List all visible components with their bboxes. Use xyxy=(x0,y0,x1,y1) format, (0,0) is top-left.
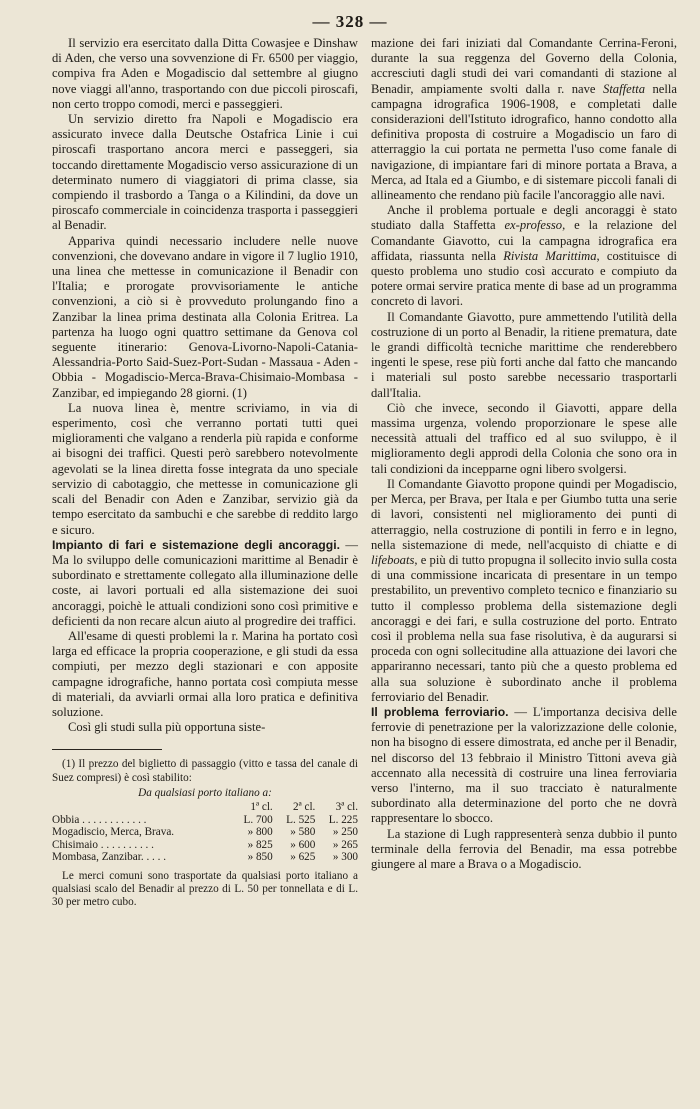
fare-row xyxy=(52,839,358,852)
page-number: — 328 — xyxy=(312,12,388,31)
ship-name: Staffetta xyxy=(603,81,645,96)
section-heading: Il problema ferroviario. xyxy=(371,704,509,719)
paragraph-text: , e la relazione del Comandante Giavotto, cui la campagna idrografica era affidata, riassunta nella xyxy=(371,218,677,263)
paragraph: La stazione di Lugh rappresenterà senza dubbio il punto terminale della ferrovia del Benadir, ma essa potrebbe giungere al mare a Brava o a Mogadiscio. xyxy=(371,826,677,871)
fare-table xyxy=(52,801,358,864)
paragraph-text: nella campagna idrografica 1906-1908, e completati dalle considerazioni dell'Istituto idrografico, hanno condotto alla definitiva proposta di costruire a Mogadiscio un faro di atterraggio la cui portata ne permetta l'uso come fanale di navigazione, di impiantare fari di minore portata a Brava, a Merca, ad Itala ed a Giumbo, e di sistemare piccoli fanali di allineamento che rendano più facile l'ancoraggio alle navi. xyxy=(371,81,677,203)
paragraph: Il Comandante Giavotto, pure ammettendo l'utilità della costruzione di un porto al Benadir, la ritiene prematura, date le grandi difficoltà tecniche marittime che renderebbero ingenti le spese, rese più forti anche dal fatto che mancando i materiali sul posto sarebbe necessario trasportarli dall'Italia. xyxy=(371,309,677,400)
paragraph: Appariva quindi necessario includere nelle nuove convenzioni, che dovevano andare in vigore il 7 luglio 1910, una linea che mettesse in comunicazione il Benadir con l'Italia; e prorogate provvisoriamente le antiche convenzioni, a ciò si è provveduto prolungando fino a Zanzibar la linea prima destinata alla Colonia Eritrea. La partenza ha luogo ogni quattro settimane da Genova col seguente itinerario: Genova-Livorno-Napoli-Catania-Alessandria-Porto Said-Suez-Port-Sudan - Massaua - Aden - Obbia - Mogadiscio-Merca-Brava-Chisimaio-Mombasa - Zanzibar, ed impiegando 28 giorni. (1) xyxy=(52,233,359,400)
fare-value: » 580 xyxy=(290,826,316,839)
fare-header-blank xyxy=(52,801,230,814)
fare-header-col: 1ª cl. xyxy=(250,800,273,813)
section-heading: Impianto di fari e sistemazione degli ancoraggi. xyxy=(52,537,340,552)
paragraph-lighthouses xyxy=(52,538,358,629)
fare-value: » 300 xyxy=(332,851,358,864)
footnote-divider xyxy=(52,749,162,750)
fare-value: » 850 xyxy=(247,851,273,864)
paragraph: All'esame di questi problemi la r. Marina ha portato così larga ed efficace la propria cooperazione, e gli studi da essa compiuti, per mezzo degli stazionari e con apposite campagne idrografiche, hanno portata così compiuta messe di materiali, da avviarli ormai alla loro pratica e definitiva soluzione. xyxy=(52,628,358,719)
paragraph-text: — Ma lo sviluppo delle comunicazioni marittime al Benadir è subordinato e strettamente collegato alla illuminazione delle coste, ai lavori portuali ed alla sistemazione dei suoi ancoraggi, poichè le attuali condizioni sono così primitive e deficienti da non recare alcun aiuto al progredire dei traffici. xyxy=(52,537,358,628)
fare-value: » 250 xyxy=(332,826,358,839)
fare-destination: Mombasa, Zanzibar. . . . . xyxy=(52,851,167,864)
emphasis: ex-professo xyxy=(504,218,563,233)
fare-value: » 265 xyxy=(332,838,358,851)
fare-destination: Obbia . . . . . . . . . . . . xyxy=(52,813,147,826)
right-column xyxy=(371,36,677,872)
fare-value: » 625 xyxy=(290,851,316,864)
fare-value: » 800 xyxy=(247,826,273,839)
fare-value: » 600 xyxy=(290,838,316,851)
fare-row xyxy=(52,826,358,839)
footnote-text: (1) Il prezzo del biglietto di passaggio (vitto e tassa del canale di Suez compresi) è così stabilito: xyxy=(52,758,358,784)
paragraph-text: , e più di tutto propugna il sollecito invio sulla costa di una commissione incaricata di presentare in un tempo prestabilito, un preventivo completo tecnico e finanziario su tutto il complesso problema della sistemazione degli ancoraggi e dei fari, e sulla costruzione del porto. Entrato così il problema nella sua fase risolutiva, è da augurarsi si proceda con ogni sollecitudine alla attuazione dei lavori che appariranno necessari, tanto più che a questo problema ed alla sua soluzione è subordinato anche il problema ferroviario del Benadir. xyxy=(371,552,677,704)
fare-row xyxy=(52,851,358,864)
paragraph-text: Il Comandante Giavotto propone quindi per Mogadiscio, per Merca, per Brava, per Itala e per Giumbo tutta una serie di lavori, consistenti nel miglioramento dei punti di atterraggio, nella costruzione di pontili in ferro e in legno, nella sistemazione di mede, nell'acquisto di chiatte e di xyxy=(371,476,677,552)
fare-table-header xyxy=(52,801,358,814)
fare-destination: Mogadiscio, Merca, Brava. xyxy=(52,826,175,839)
paragraph-text: mazione dei fari iniziati dal Comandante Cerrina-Feroni, durante la sua reggenza del Governo della Colonia, accresciuti dagli studi dei vari comandanti di stazione al Benadir, ampiamente svolti dalla r. nave xyxy=(371,36,677,96)
paragraph-text: — L'importanza decisiva delle ferrovie di penetrazione per la valorizzazione delle colonie, non ha bisogno di essere dimostrata, ed anche per il Benadir, nel discorso del 13 febbraio il Ministro Tittoni aveva già accennato alla necessità di costruire una linea ferroviaria verso l'interno, ma il suo tracciato è naturalmente subordinato alla determinazione del porto che ne dovrà rappresentare lo sbocco. xyxy=(371,704,677,826)
footnote xyxy=(52,758,358,909)
paragraph: Il servizio era esercitato dalla Ditta Cowasjee e Dinshaw di Aden, che verso una sovvenzione di Fr. 6500 per viaggio, compiva fra Aden e Mogadiscio dal settembre al giugno nove viaggi all'anno, trasportando con due piccoli piroscafi, non certo troppo comodi, merci e passeggieri. xyxy=(52,36,358,111)
fare-header-col: 2ª cl. xyxy=(293,800,316,813)
paragraph xyxy=(371,36,677,203)
fare-value: L. 225 xyxy=(328,813,358,826)
footnote-subhead: Da qualsiasi porto italiano a: xyxy=(138,786,272,799)
paragraph: Così gli studi sulla più opportuna siste- xyxy=(68,720,266,735)
fare-value: L. 700 xyxy=(243,813,273,826)
emphasis: lifeboats xyxy=(371,552,415,567)
paragraph xyxy=(371,203,677,309)
fare-row xyxy=(52,814,358,827)
left-column xyxy=(52,36,358,910)
paragraph: Ciò che invece, secondo il Giavotti, appare della massima urgenza, volendo proporzionare le spese alle necessità attuali del traffico ed al suo sviluppo, è il miglioramento degli approdi della Colonia che sono ora in tali condizioni da incepparne ogni libero svolgersi. xyxy=(371,400,677,476)
footnote-note: Le merci comuni sono trasportate da qualsiasi porto italiano a qualsiasi scalo del Benadir al prezzo di L. 50 per tonnellata e di L. 30 per metro cubo. xyxy=(52,869,358,909)
paragraph: Un servizio diretto fra Napoli e Mogadiscio era assicurato invece dalla Deutsche Ostafrica Linie i cui piroscafi trasportano ancora merci e passeggeri, sia toccando direttamente Mogadiscio verso assicurazione di un determinato numero di viaggiatori di prima classe, sia compiendo il trasbordo a Tanga o a Kilindini, da dove un piroscafo commerciale in coincidenza trasporta i passeggieri al Benadir. xyxy=(52,112,358,233)
paragraph-railway xyxy=(371,705,677,827)
paragraph-text: , costituisce di questo problema uno studio così accurato e compiuto da potere ormai servire pratica mente di base ad un programma concreto di lavori. xyxy=(371,248,678,309)
fare-destination: Chisimaio . . . . . . . . . . xyxy=(52,838,154,851)
fare-value: » 825 xyxy=(247,838,273,851)
fare-header-col: 3ª cl. xyxy=(335,800,358,813)
paragraph xyxy=(371,477,677,705)
fare-value: L. 525 xyxy=(286,813,316,826)
paragraph: La nuova linea è, mentre scriviamo, in via di esperimento, così che verranno portati tutti quei miglioramenti che valgano a renderla più rapida e conforme ai bisogni dei traffici. Questi però sarebbero notevolmente agevolati se la linea diretta fosse integrata da uno speciale servizio di cabotaggio, che mettesse in comunicazione gli scali del Benadir con Aden e Zanzibar, servizio già da tempo esercitato da sambuchi e che sarebbe di reddito largo e sicuro. xyxy=(52,400,358,537)
emphasis: Rivista Marittima xyxy=(503,248,597,263)
paragraph-text: Anche il problema portuale e degli ancoraggi è stato studiato dalla Staffetta xyxy=(371,203,677,233)
